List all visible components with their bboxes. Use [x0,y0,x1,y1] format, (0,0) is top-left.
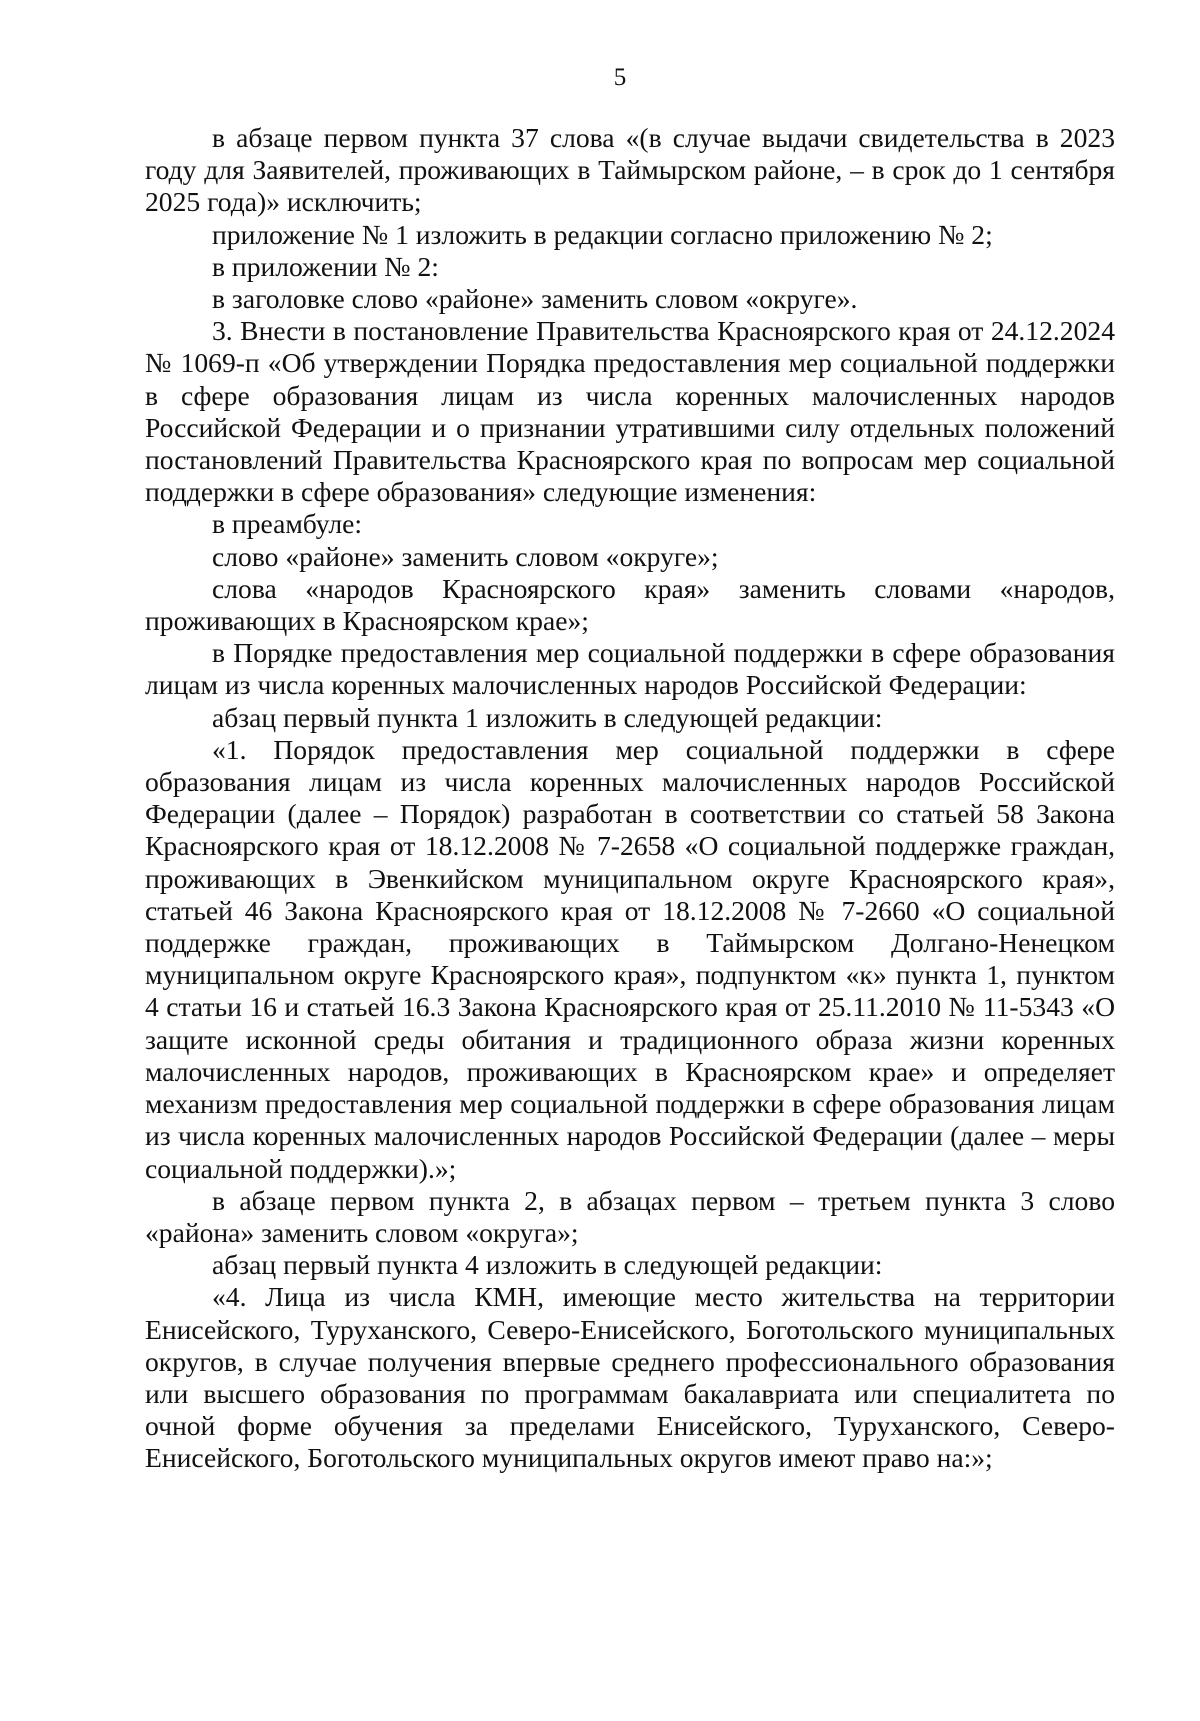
page-number: 5 [613,64,627,91]
paragraph: в приложении № 2: [212,250,439,282]
paragraph: 3. Внести в постановление Правительства Красноярского края от 24.12.2024 № 1069-п «Об утверждении Порядка предоставления мер социальной поддержки в сфере образования лицам из числа коренных малочисленных народов Российской Федерации и о признании утратившими силу отдельных положений постановлений Правительства Красноярского края по вопросам мер социальной поддержки в сфере образования» следующие изменения: [145,315,1115,508]
paragraph: «4. Лица из числа КМН, имеющие место жительства на территории Енисейского, Туруханского, Северо-Енисейского, Боготольского муниципальных округов, в случае получения впервые среднего профессионального образования или высшего образования по программам бакалавриата или специалитета по очной форме обучения за пределами Енисейского, Туруханского, Северо-Енисейского, Боготольского муниципальных округов имеют право на:»; [145,1281,1115,1474]
paragraph: абзац первый пункта 1 изложить в следующей редакции: [212,701,883,733]
paragraph: абзац первый пункта 4 изложить в следующей редакции: [212,1249,883,1281]
paragraph: в Порядке предоставления мер социальной поддержки в сфере образования лицам из числа коренных малочисленных народов Российской Федерации: [145,637,1115,701]
paragraph: «1. Порядок предоставления мер социальной поддержки в сфере образования лицам из числа коренных малочисленных народов Российской Федерации (далее – Порядок) разработан в соответствии со статьей 58 Закона Красноярского края от 18.12.2008 № 7-2658 «О социальной поддержке граждан, проживающих в Эвенкийском муниципальном округе Красноярского края», статьей 46 Закона Красноярского края от 18.12.2008 № 7-2660 «О социальной поддержке граждан, проживающих в Таймырском Долгано-Ненецком муниципальном округе Красноярского края», подпунктом «к» пункта 1, пунктом 4 статьи 16 и статьей 16.3 Закона Красноярского края от 25.11.2010 № 11-5343 «О защите исконной среды обитания и традиционного образа жизни коренных малочисленных народов, проживающих в Красноярском крае» и определяет механизм предоставления мер социальной поддержки в сфере образования лицам из числа коренных малочисленных народов Российской Федерации (далее – меры социальной поддержки).»; [145,733,1115,1184]
paragraph: в преамбуле: [212,508,363,540]
paragraph: в абзаце первом пункта 2, в абзацах первом – третьем пункта 3 слово «района» заменить словом «округа»; [145,1184,1115,1248]
paragraph: слова «народов Красноярского края» заменить словами «народов, проживающих в Красноярском крае»; [145,572,1115,637]
paragraph: слово «районе» заменить словом «округе»; [212,540,719,572]
paragraph: в абзаце первом пункта 37 слова «(в случае выдачи свидетельства в 2023 году для Заявителей, проживающих в Таймырском районе, – в срок до 1 сентября 2025 года)» исключить; [145,122,1115,218]
document-body [145,122,1115,1475]
paragraph: приложение № 1 изложить в редакции согласно приложению № 2; [212,218,993,250]
paragraph: в заголовке слово «районе» заменить словом «округе». [212,283,858,315]
